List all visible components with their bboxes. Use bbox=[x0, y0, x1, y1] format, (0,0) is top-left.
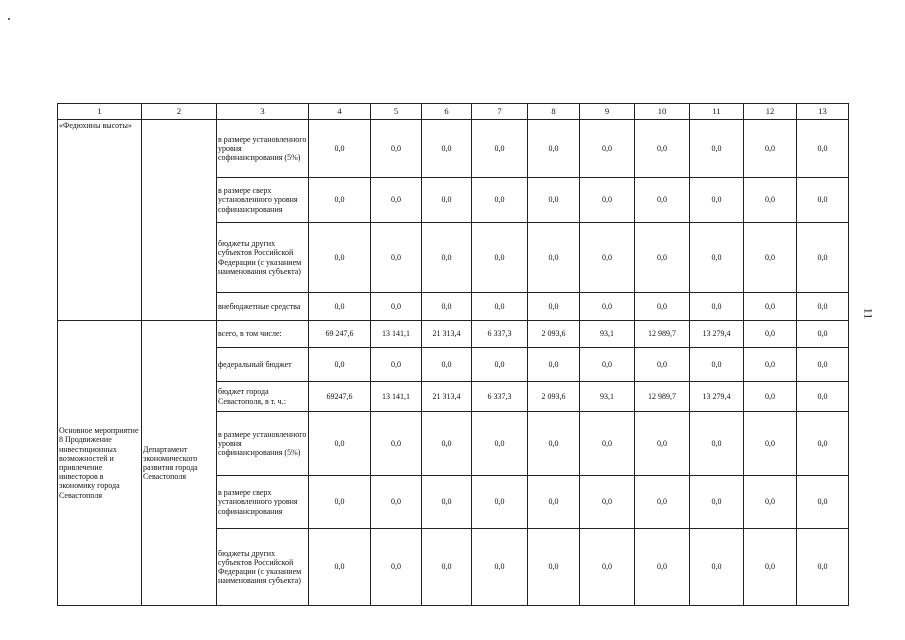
funding-source-label: внебюджетные средства bbox=[217, 293, 309, 321]
value-cell: 0,0 bbox=[635, 223, 690, 293]
funding-source-label: в размере сверх установленного уровня софинансирования bbox=[217, 178, 309, 223]
value-cell: 0,0 bbox=[422, 120, 472, 178]
value-cell: 0,0 bbox=[309, 120, 371, 178]
header-cell: 12 bbox=[744, 104, 797, 120]
value-cell: 0,0 bbox=[472, 476, 528, 529]
header-cell: 8 bbox=[528, 104, 580, 120]
funding-source-label: в размере установленного уровня софинансирования (5%) bbox=[217, 120, 309, 178]
value-cell: 0,0 bbox=[744, 321, 797, 348]
value-cell: 0,0 bbox=[580, 293, 635, 321]
value-cell: 0,0 bbox=[580, 348, 635, 382]
value-cell: 13 141,1 bbox=[371, 382, 422, 412]
value-cell: 0,0 bbox=[744, 476, 797, 529]
value-cell: 93,1 bbox=[580, 382, 635, 412]
header-cell: 1 bbox=[58, 104, 142, 120]
value-cell: 69247,6 bbox=[309, 382, 371, 412]
value-cell: 0,0 bbox=[472, 223, 528, 293]
value-cell: 6 337,3 bbox=[472, 321, 528, 348]
value-cell: 0,0 bbox=[371, 529, 422, 606]
value-cell: 0,0 bbox=[635, 293, 690, 321]
value-cell: 0,0 bbox=[528, 178, 580, 223]
value-cell: 0,0 bbox=[797, 321, 849, 348]
funding-source-label: в размере установленного уровня софинансирования (5%) bbox=[217, 412, 309, 476]
value-cell: 93,1 bbox=[580, 321, 635, 348]
value-cell: 0,0 bbox=[744, 178, 797, 223]
header-cell: 13 bbox=[797, 104, 849, 120]
value-cell: 0,0 bbox=[580, 178, 635, 223]
value-cell: 0,0 bbox=[797, 412, 849, 476]
value-cell: 0,0 bbox=[797, 348, 849, 382]
value-cell: 0,0 bbox=[797, 178, 849, 223]
value-cell: 0,0 bbox=[690, 529, 744, 606]
value-cell: 0,0 bbox=[744, 529, 797, 606]
header-row bbox=[58, 104, 849, 120]
value-cell: 0,0 bbox=[422, 412, 472, 476]
value-cell: 0,0 bbox=[744, 293, 797, 321]
value-cell: 0,0 bbox=[528, 412, 580, 476]
value-cell: 0,0 bbox=[797, 293, 849, 321]
value-cell: 0,0 bbox=[371, 348, 422, 382]
value-cell: 0,0 bbox=[309, 412, 371, 476]
value-cell: 0,0 bbox=[422, 476, 472, 529]
value-cell: 0,0 bbox=[635, 120, 690, 178]
value-cell: 0,0 bbox=[472, 178, 528, 223]
value-cell: 0,0 bbox=[528, 120, 580, 178]
value-cell: 0,0 bbox=[472, 529, 528, 606]
value-cell: 0,0 bbox=[580, 412, 635, 476]
value-cell: 0,0 bbox=[744, 382, 797, 412]
table-row bbox=[58, 120, 849, 178]
funding-source-label: всего, в том числе: bbox=[217, 321, 309, 348]
value-cell: 0,0 bbox=[528, 529, 580, 606]
header-cell: 2 bbox=[142, 104, 217, 120]
header-cell: 3 bbox=[217, 104, 309, 120]
value-cell: 0,0 bbox=[635, 348, 690, 382]
value-cell: 0,0 bbox=[797, 529, 849, 606]
value-cell: 0,0 bbox=[422, 293, 472, 321]
value-cell: 0,0 bbox=[371, 178, 422, 223]
value-cell: 69 247,6 bbox=[309, 321, 371, 348]
header-cell: 7 bbox=[472, 104, 528, 120]
value-cell: 0,0 bbox=[422, 348, 472, 382]
value-cell: 0,0 bbox=[371, 476, 422, 529]
header-cell: 6 bbox=[422, 104, 472, 120]
value-cell: 0,0 bbox=[580, 476, 635, 529]
value-cell: 0,0 bbox=[472, 412, 528, 476]
value-cell: 21 313,4 bbox=[422, 382, 472, 412]
value-cell: 0,0 bbox=[422, 529, 472, 606]
activity-name-cell: «Федюхины высоты» bbox=[58, 120, 142, 321]
header-cell: 5 bbox=[371, 104, 422, 120]
value-cell: 13 279,4 bbox=[690, 321, 744, 348]
value-cell: 0,0 bbox=[472, 293, 528, 321]
header-cell: 10 bbox=[635, 104, 690, 120]
value-cell: 0,0 bbox=[797, 120, 849, 178]
value-cell: 0,0 bbox=[797, 476, 849, 529]
executor-cell: Департамент экономического развития города Севастополя bbox=[142, 321, 217, 606]
value-cell: 13 141,1 bbox=[371, 321, 422, 348]
value-cell: 0,0 bbox=[528, 348, 580, 382]
funding-source-label: бюджет города Севастополя, в т. ч.: bbox=[217, 382, 309, 412]
value-cell: 0,0 bbox=[635, 412, 690, 476]
value-cell: 0,0 bbox=[744, 223, 797, 293]
value-cell: 0,0 bbox=[690, 293, 744, 321]
value-cell: 0,0 bbox=[797, 223, 849, 293]
funding-source-label: бюджеты других субъектов Российской Федерации (с указанием наименования субъекта) bbox=[217, 223, 309, 293]
value-cell: 0,0 bbox=[635, 178, 690, 223]
value-cell: 0,0 bbox=[371, 223, 422, 293]
table-row bbox=[58, 321, 849, 348]
value-cell: 2 093,6 bbox=[528, 382, 580, 412]
value-cell: 12 989,7 bbox=[635, 321, 690, 348]
value-cell: 6 337,3 bbox=[472, 382, 528, 412]
value-cell: 0,0 bbox=[635, 529, 690, 606]
value-cell: 0,0 bbox=[472, 348, 528, 382]
page-number: 11 bbox=[861, 307, 876, 320]
header-cell: 9 bbox=[580, 104, 635, 120]
value-cell: 21 313,4 bbox=[422, 321, 472, 348]
value-cell: 0,0 bbox=[690, 120, 744, 178]
value-cell: 0,0 bbox=[580, 529, 635, 606]
funding-source-label: бюджеты других субъектов Российской Федерации (с указанием наименования субъекта) bbox=[217, 529, 309, 606]
value-cell: 0,0 bbox=[528, 293, 580, 321]
value-cell: 0,0 bbox=[744, 348, 797, 382]
value-cell: 0,0 bbox=[371, 412, 422, 476]
value-cell: 0,0 bbox=[309, 529, 371, 606]
value-cell: 0,0 bbox=[472, 120, 528, 178]
value-cell: 0,0 bbox=[580, 120, 635, 178]
value-cell: 0,0 bbox=[528, 223, 580, 293]
value-cell: 2 093,6 bbox=[528, 321, 580, 348]
value-cell: 0,0 bbox=[309, 348, 371, 382]
value-cell: 0,0 bbox=[744, 412, 797, 476]
value-cell: 0,0 bbox=[371, 120, 422, 178]
value-cell: 0,0 bbox=[690, 223, 744, 293]
scan-speck bbox=[8, 18, 10, 20]
funding-source-label: в размере сверх установленного уровня софинансирования bbox=[217, 476, 309, 529]
activity-name-cell: Основное мероприятие 8 Продвижение инвестиционных возможностей и привлечение инвесторов в экономику города Севастополя bbox=[58, 321, 142, 606]
value-cell: 0,0 bbox=[744, 120, 797, 178]
value-cell: 0,0 bbox=[580, 223, 635, 293]
financing-table bbox=[57, 103, 849, 606]
value-cell: 0,0 bbox=[309, 178, 371, 223]
value-cell: 13 279,4 bbox=[690, 382, 744, 412]
value-cell: 0,0 bbox=[309, 293, 371, 321]
value-cell: 0,0 bbox=[690, 178, 744, 223]
value-cell: 0,0 bbox=[528, 476, 580, 529]
value-cell: 0,0 bbox=[309, 223, 371, 293]
value-cell: 0,0 bbox=[690, 412, 744, 476]
value-cell: 0,0 bbox=[690, 476, 744, 529]
value-cell: 0,0 bbox=[797, 382, 849, 412]
value-cell: 0,0 bbox=[635, 476, 690, 529]
value-cell: 0,0 bbox=[309, 476, 371, 529]
value-cell: 0,0 bbox=[690, 348, 744, 382]
funding-source-label: федеральный бюджет bbox=[217, 348, 309, 382]
value-cell: 0,0 bbox=[422, 223, 472, 293]
value-cell: 12 989,7 bbox=[635, 382, 690, 412]
header-cell: 4 bbox=[309, 104, 371, 120]
value-cell: 0,0 bbox=[422, 178, 472, 223]
executor-cell bbox=[142, 120, 217, 321]
value-cell: 0,0 bbox=[371, 293, 422, 321]
header-cell: 11 bbox=[690, 104, 744, 120]
